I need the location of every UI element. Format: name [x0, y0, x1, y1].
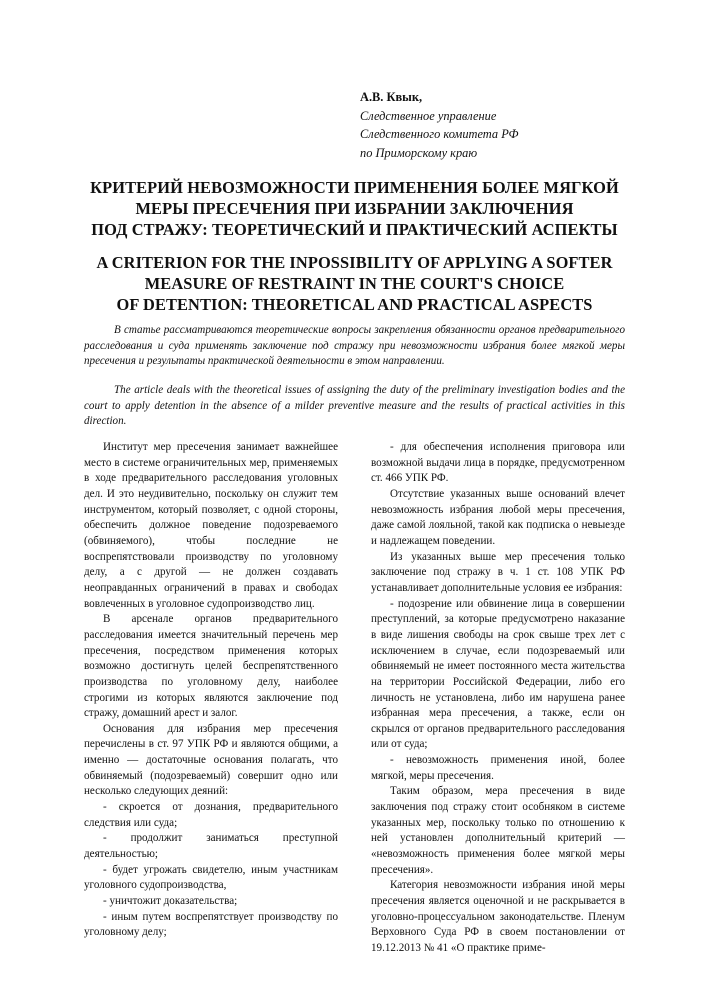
title-ru-line-3: ПОД СТРАЖУ: ТЕОРЕТИЧЕСКИЙ И ПРАКТИЧЕСКИЙ АСПЕКТЫ — [91, 220, 618, 239]
abstract-russian: В статье рассматриваются теоретические вопросы закрепления обязанности органов предварительного расследования и суда применять заключение под стражу при невозможности избрания более мягкой меры пресечения и результаты практической деятельности в этом направлении. — [84, 324, 625, 367]
list-item: - для обеспечения исполнения приговора или возможной выдачи лица в порядке, предусмотренном ст. 466 УПК РФ. — [371, 441, 625, 485]
body-column-left — [84, 440, 338, 941]
title-ru-line-2: МЕРЫ ПРЕСЕЧЕНИЯ ПРИ ИЗБРАНИИ ЗАКЛЮЧЕНИЯ — [135, 199, 574, 218]
list-item: - невозможность применения иной, более мягкой, меры пресечения. — [371, 754, 625, 782]
author-affiliation-line-2: Следственного комитета РФ — [360, 127, 519, 141]
list-item: - продолжит заниматься преступной деятельностью; — [84, 832, 338, 861]
paragraph: Таким образом, мера пресечения в виде заключения под стражу стоит особняком в системе указанных мер, поскольку только по отношению к ней установлен дополнительный критерий — «невозможность применения более мягкой меры пресечения». — [371, 785, 625, 876]
paragraph: Институт мер пресечения занимает важнейшее место в системе ограничительных мер, применяемых в ходе предварительного расследования уголовных дел. И это неудивительно, поскольку он служит тем инструментом, который позволяет, с одной стороны, обеспечить должное поведение подозреваемого (обвиняемого), чтобы последние не воспрепятствовали производству по уголовному делу, а с другой — не должен создавать неоправданных ограничений в правах и свободах вовлеченных в уголовное судопроизводство лиц. — [84, 441, 338, 610]
title-russian — [60, 177, 649, 240]
title-ru-line-1: КРИТЕРИЙ НЕВОЗМОЖНОСТИ ПРИМЕНЕНИЯ БОЛЕЕ МЯГКОЙ — [90, 178, 619, 197]
title-en-line-3: OF DETENTION: THEORETICAL AND PRACTICAL ASPECTS — [116, 295, 593, 314]
list-item: - уничтожит доказательства; — [103, 895, 238, 908]
list-item: - иным путем воспрепятствует производству по уголовному делу; — [84, 910, 338, 939]
list-item: - подозрение или обвинение лица в совершении преступлений, за которые предусмотрено наказание в виде лишения свободы на срок свыше трех лет с исключением в случае, если подозреваемый или обвиняемый не имеет постоянного места жительства на территории Российской Федерации, либо его личность не установлена, либо им нарушена ранее избранная мера пресечения, а также, если он скрылся от органов предварительного расследования или от суда; — [371, 597, 625, 751]
paragraph: Категория невозможности избрания иной меры пресечения является оценочной и не раскрывается в уголовно-процессуальном законодательстве. Пленум Верховного Суда РФ в своем постановлении от 19.12.2013 № 41 «О практике приме- — [371, 879, 625, 954]
title-en-line-2: MEASURE OF RESTRAINT IN THE COURT'S CHOICE — [144, 274, 565, 293]
author-block — [360, 88, 680, 162]
title-english — [60, 252, 649, 315]
author-name: А.В. Квык, — [360, 90, 423, 104]
body-column-right — [371, 440, 625, 957]
list-item: - скроется от дознания, предварительного следствия или суда; — [84, 801, 338, 829]
paragraph: Из указанных выше мер пресечения только заключение под стражу в ч. 1 ст. 108 УПК РФ устанавливает дополнительные условия ее избрания: — [371, 550, 625, 594]
paragraph: В арсенале органов предварительного расследования имеется значительный перечень мер пресечения, посредством применения которых возможно достигнуть целей беспрепятственного производства по уголовному делу, наиболее строгими из которых являются заключение под стражу, домашний арест и залог. — [84, 613, 338, 720]
author-affiliation-line-1: Следственное управление — [360, 108, 497, 123]
paragraph: Отсутствие указанных выше оснований влечет невозможность избрания любой меры пресечения, даже самой лояльной, такой как подписка о невыезде и надлежащем поведении. — [371, 487, 625, 547]
list-item: - будет угрожать свидетелю, иным участникам уголовного судопроизводства, — [84, 863, 338, 892]
abstract-english: The article deals with the theoretical issues of assigning the duty of the preliminary investigation bodies and the court to apply detention in the absence of a milder preventive measure and the results of practical activities in this direction. — [84, 384, 625, 427]
title-en-line-1: A CRITERION FOR THE INPOSSIBILITY OF APPLYING A SOFTER — [96, 253, 613, 272]
author-affiliation-line-3: по Приморскому краю — [360, 145, 478, 160]
paragraph: Основания для избрания мер пресечения перечислены в ст. 97 УПК РФ и являются общими, а именно — достаточные основания полагать, что обвиняемый (подозреваемый) совершит одно или несколько следующих деяний: — [84, 722, 338, 798]
